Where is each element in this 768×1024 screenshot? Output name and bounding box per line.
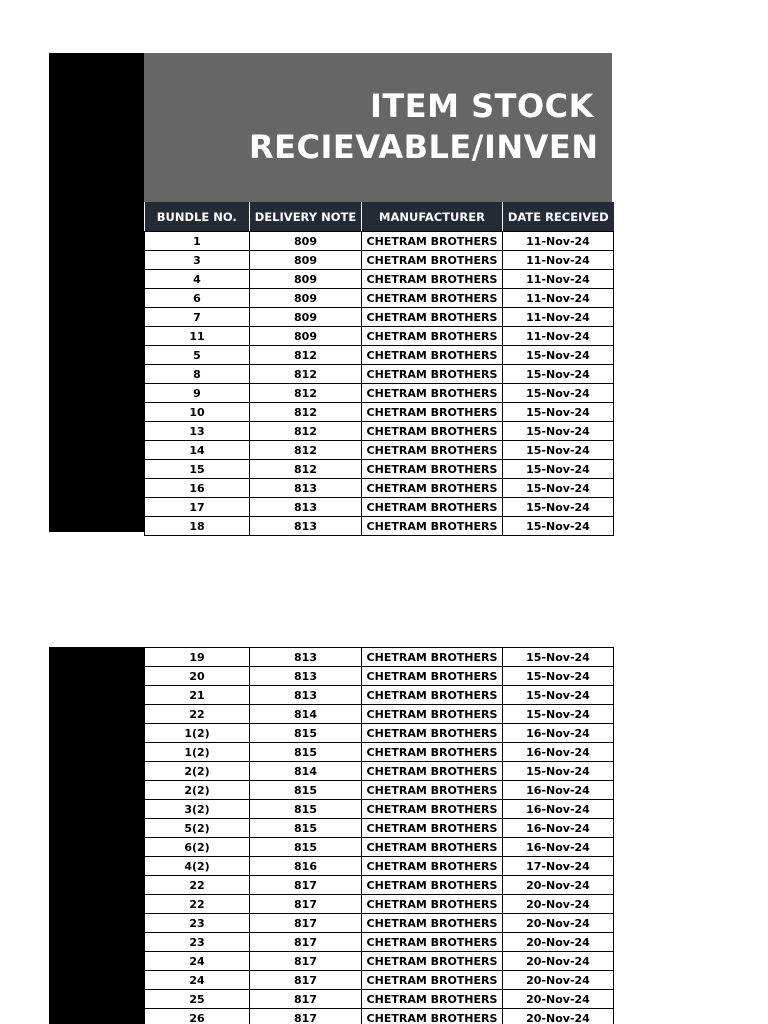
table-row (145, 762, 614, 781)
date-received-cell[interactable]: 11-Nov-24 (503, 327, 614, 346)
manufacturer-cell[interactable]: CHETRAM BROTHERS (362, 952, 503, 971)
date-received-cell[interactable]: 15-Nov-24 (503, 346, 614, 365)
delivery-note-cell[interactable]: 817 (250, 1009, 362, 1024)
bundle-no-cell[interactable]: 10 (145, 403, 250, 422)
table-row (145, 648, 614, 667)
manufacturer-cell[interactable]: CHETRAM BROTHERS (362, 857, 503, 876)
table-row (145, 441, 614, 460)
manufacturer-cell[interactable]: CHETRAM BROTHERS (362, 346, 503, 365)
column-header-manufacturer[interactable]: MANUFACTURER (362, 202, 503, 232)
table-row (145, 289, 614, 308)
table-row (145, 971, 614, 990)
delivery-note-cell[interactable]: 817 (250, 933, 362, 952)
table-row (145, 308, 614, 327)
bundle-no-cell[interactable]: 19 (145, 648, 250, 667)
bundle-no-cell[interactable]: 6 (145, 289, 250, 308)
manufacturer-cell[interactable]: CHETRAM BROTHERS (362, 971, 503, 990)
table-row (145, 933, 614, 952)
delivery-note-cell[interactable]: 815 (250, 781, 362, 800)
table-row (145, 327, 614, 346)
bundle-no-cell[interactable]: 24 (145, 971, 250, 990)
date-received-cell[interactable]: 11-Nov-24 (503, 308, 614, 327)
manufacturer-cell[interactable]: CHETRAM BROTHERS (362, 781, 503, 800)
bundle-no-cell[interactable]: 22 (145, 705, 250, 724)
date-received-cell[interactable]: 20-Nov-24 (503, 876, 614, 895)
table-row (145, 876, 614, 895)
table-row (145, 686, 614, 705)
delivery-note-cell[interactable]: 815 (250, 819, 362, 838)
manufacturer-cell[interactable]: CHETRAM BROTHERS (362, 251, 503, 270)
date-received-cell[interactable]: 15-Nov-24 (503, 460, 614, 479)
delivery-note-cell[interactable]: 817 (250, 990, 362, 1009)
date-received-cell[interactable]: 15-Nov-24 (503, 384, 614, 403)
table-row (145, 667, 614, 686)
manufacturer-cell[interactable]: CHETRAM BROTHERS (362, 819, 503, 838)
delivery-note-cell[interactable]: 812 (250, 384, 362, 403)
date-received-cell[interactable]: 16-Nov-24 (503, 838, 614, 857)
manufacturer-cell[interactable]: CHETRAM BROTHERS (362, 838, 503, 857)
date-received-cell[interactable]: 15-Nov-24 (503, 403, 614, 422)
delivery-note-cell[interactable]: 809 (250, 308, 362, 327)
date-received-cell[interactable]: 11-Nov-24 (503, 289, 614, 308)
date-received-cell[interactable]: 15-Nov-24 (503, 498, 614, 517)
date-received-cell[interactable]: 15-Nov-24 (503, 441, 614, 460)
bundle-no-cell[interactable]: 22 (145, 895, 250, 914)
delivery-note-cell[interactable]: 812 (250, 422, 362, 441)
delivery-note-cell[interactable]: 809 (250, 289, 362, 308)
bundle-no-cell[interactable]: 15 (145, 460, 250, 479)
table-row (145, 800, 614, 819)
table-row (145, 952, 614, 971)
manufacturer-cell[interactable]: CHETRAM BROTHERS (362, 705, 503, 724)
delivery-note-cell[interactable]: 815 (250, 838, 362, 857)
manufacturer-cell[interactable]: CHETRAM BROTHERS (362, 384, 503, 403)
date-received-cell[interactable]: 20-Nov-24 (503, 952, 614, 971)
bundle-no-cell[interactable]: 23 (145, 933, 250, 952)
manufacturer-cell[interactable]: CHETRAM BROTHERS (362, 990, 503, 1009)
table-row (145, 403, 614, 422)
table-row (145, 460, 614, 479)
manufacturer-cell[interactable]: CHETRAM BROTHERS (362, 667, 503, 686)
manufacturer-cell[interactable]: CHETRAM BROTHERS (362, 724, 503, 743)
manufacturer-cell[interactable]: CHETRAM BROTHERS (362, 498, 503, 517)
date-received-cell[interactable]: 20-Nov-24 (503, 914, 614, 933)
bundle-no-cell[interactable]: 4 (145, 270, 250, 289)
date-received-cell[interactable]: 15-Nov-24 (503, 667, 614, 686)
bundle-no-cell[interactable]: 6(2) (145, 838, 250, 857)
delivery-note-cell[interactable]: 812 (250, 441, 362, 460)
manufacturer-cell[interactable]: CHETRAM BROTHERS (362, 1009, 503, 1024)
column-header-bundle-no[interactable]: BUNDLE NO. (145, 202, 250, 232)
table-row (145, 251, 614, 270)
bundle-no-cell[interactable]: 11 (145, 327, 250, 346)
column-header-delivery-note[interactable]: DELIVERY NOTE (250, 202, 362, 232)
bundle-no-cell[interactable]: 24 (145, 952, 250, 971)
manufacturer-cell[interactable]: CHETRAM BROTHERS (362, 517, 503, 536)
header-row (145, 202, 614, 232)
delivery-note-cell[interactable]: 809 (250, 270, 362, 289)
delivery-note-cell[interactable]: 813 (250, 479, 362, 498)
manufacturer-cell[interactable]: CHETRAM BROTHERS (362, 232, 503, 251)
manufacturer-cell[interactable]: CHETRAM BROTHERS (362, 895, 503, 914)
delivery-note-cell[interactable]: 817 (250, 971, 362, 990)
table-row (145, 743, 614, 762)
date-received-cell[interactable]: 15-Nov-24 (503, 648, 614, 667)
manufacturer-cell[interactable]: CHETRAM BROTHERS (362, 460, 503, 479)
manufacturer-cell[interactable]: CHETRAM BROTHERS (362, 743, 503, 762)
delivery-note-cell[interactable]: 816 (250, 857, 362, 876)
bundle-no-cell[interactable]: 8 (145, 365, 250, 384)
delivery-note-cell[interactable]: 809 (250, 327, 362, 346)
bundle-no-cell[interactable]: 4(2) (145, 857, 250, 876)
manufacturer-cell[interactable]: CHETRAM BROTHERS (362, 289, 503, 308)
manufacturer-cell[interactable]: CHETRAM BROTHERS (362, 762, 503, 781)
table-row (145, 1009, 614, 1024)
delivery-note-cell[interactable]: 815 (250, 743, 362, 762)
left-black-column-top (49, 53, 144, 532)
date-received-cell[interactable]: 11-Nov-24 (503, 251, 614, 270)
manufacturer-cell[interactable]: CHETRAM BROTHERS (362, 479, 503, 498)
bundle-no-cell[interactable]: 23 (145, 914, 250, 933)
manufacturer-cell[interactable]: CHETRAM BROTHERS (362, 403, 503, 422)
delivery-note-cell[interactable]: 817 (250, 914, 362, 933)
manufacturer-cell[interactable]: CHETRAM BROTHERS (362, 933, 503, 952)
date-received-cell[interactable]: 20-Nov-24 (503, 990, 614, 1009)
table-row (145, 498, 614, 517)
bundle-no-cell[interactable]: 9 (145, 384, 250, 403)
delivery-note-cell[interactable]: 814 (250, 762, 362, 781)
table-row (145, 895, 614, 914)
stock-table-bottom (144, 647, 614, 1024)
table-row (145, 838, 614, 857)
title-line-2: RECIEVABLE/INVEN (249, 128, 599, 166)
bundle-no-cell[interactable]: 26 (145, 1009, 250, 1024)
date-received-cell[interactable]: 20-Nov-24 (503, 933, 614, 952)
table-row (145, 819, 614, 838)
table-row (145, 781, 614, 800)
table-row (145, 270, 614, 289)
bundle-no-cell[interactable]: 14 (145, 441, 250, 460)
delivery-note-cell[interactable]: 817 (250, 876, 362, 895)
delivery-note-cell[interactable]: 812 (250, 365, 362, 384)
delivery-note-cell[interactable]: 813 (250, 517, 362, 536)
date-received-cell[interactable]: 15-Nov-24 (503, 365, 614, 384)
delivery-note-cell[interactable]: 812 (250, 346, 362, 365)
bundle-no-cell[interactable]: 18 (145, 517, 250, 536)
bundle-no-cell[interactable]: 2(2) (145, 762, 250, 781)
manufacturer-cell[interactable]: CHETRAM BROTHERS (362, 365, 503, 384)
bundle-no-cell[interactable]: 13 (145, 422, 250, 441)
table-row (145, 517, 614, 536)
table-row (145, 346, 614, 365)
delivery-note-cell[interactable]: 815 (250, 724, 362, 743)
bundle-no-cell[interactable]: 5(2) (145, 819, 250, 838)
date-received-cell[interactable]: 15-Nov-24 (503, 705, 614, 724)
stock-table-top (144, 202, 614, 536)
delivery-note-cell[interactable]: 817 (250, 952, 362, 971)
date-received-cell[interactable]: 15-Nov-24 (503, 517, 614, 536)
date-received-cell[interactable]: 15-Nov-24 (503, 479, 614, 498)
date-received-cell[interactable]: 20-Nov-24 (503, 895, 614, 914)
table-row (145, 422, 614, 441)
bundle-no-cell[interactable]: 20 (145, 667, 250, 686)
manufacturer-cell[interactable]: CHETRAM BROTHERS (362, 686, 503, 705)
bundle-no-cell[interactable]: 5 (145, 346, 250, 365)
table-row (145, 365, 614, 384)
manufacturer-cell[interactable]: CHETRAM BROTHERS (362, 422, 503, 441)
bundle-no-cell[interactable]: 16 (145, 479, 250, 498)
title-line-1: ITEM STOCK (370, 87, 594, 125)
table-row (145, 384, 614, 403)
delivery-note-cell[interactable]: 813 (250, 667, 362, 686)
table-row (145, 857, 614, 876)
manufacturer-cell[interactable]: CHETRAM BROTHERS (362, 308, 503, 327)
table-row (145, 705, 614, 724)
table-row (145, 479, 614, 498)
date-received-cell[interactable]: 15-Nov-24 (503, 762, 614, 781)
delivery-note-cell[interactable]: 817 (250, 895, 362, 914)
bundle-no-cell[interactable]: 25 (145, 990, 250, 1009)
date-received-cell[interactable]: 16-Nov-24 (503, 724, 614, 743)
column-header-date-received[interactable]: DATE RECEIVED (503, 202, 614, 232)
table-row (145, 724, 614, 743)
title-banner (144, 53, 612, 202)
bundle-no-cell[interactable]: 3 (145, 251, 250, 270)
bundle-no-cell[interactable]: 21 (145, 686, 250, 705)
delivery-note-cell[interactable]: 809 (250, 251, 362, 270)
delivery-note-cell[interactable]: 815 (250, 800, 362, 819)
date-received-cell[interactable]: 11-Nov-24 (503, 232, 614, 251)
date-received-cell[interactable]: 16-Nov-24 (503, 743, 614, 762)
date-received-cell[interactable]: 16-Nov-24 (503, 819, 614, 838)
left-black-column-bottom (49, 647, 144, 1024)
table-row (145, 990, 614, 1009)
bundle-no-cell[interactable]: 22 (145, 876, 250, 895)
delivery-note-cell[interactable]: 809 (250, 232, 362, 251)
bundle-no-cell[interactable]: 1(2) (145, 724, 250, 743)
table-row (145, 914, 614, 933)
table-row (145, 232, 614, 251)
date-received-cell[interactable]: 16-Nov-24 (503, 781, 614, 800)
manufacturer-cell[interactable]: CHETRAM BROTHERS (362, 914, 503, 933)
bundle-no-cell[interactable]: 1(2) (145, 743, 250, 762)
manufacturer-cell[interactable]: CHETRAM BROTHERS (362, 800, 503, 819)
date-received-cell[interactable]: 16-Nov-24 (503, 800, 614, 819)
delivery-note-cell[interactable]: 813 (250, 648, 362, 667)
bundle-no-cell[interactable]: 7 (145, 308, 250, 327)
date-received-cell[interactable]: 20-Nov-24 (503, 971, 614, 990)
bundle-no-cell[interactable]: 3(2) (145, 800, 250, 819)
manufacturer-cell[interactable]: CHETRAM BROTHERS (362, 876, 503, 895)
delivery-note-cell[interactable]: 812 (250, 460, 362, 479)
bundle-no-cell[interactable]: 2(2) (145, 781, 250, 800)
manufacturer-cell[interactable]: CHETRAM BROTHERS (362, 648, 503, 667)
date-received-cell[interactable]: 11-Nov-24 (503, 270, 614, 289)
bundle-no-cell[interactable]: 17 (145, 498, 250, 517)
delivery-note-cell[interactable]: 812 (250, 403, 362, 422)
manufacturer-cell[interactable]: CHETRAM BROTHERS (362, 270, 503, 289)
date-received-cell[interactable]: 15-Nov-24 (503, 422, 614, 441)
bundle-no-cell[interactable]: 1 (145, 232, 250, 251)
date-received-cell[interactable]: 17-Nov-24 (503, 857, 614, 876)
delivery-note-cell[interactable]: 813 (250, 498, 362, 517)
delivery-note-cell[interactable]: 814 (250, 705, 362, 724)
delivery-note-cell[interactable]: 813 (250, 686, 362, 705)
date-received-cell[interactable]: 20-Nov-24 (503, 1009, 614, 1024)
manufacturer-cell[interactable]: CHETRAM BROTHERS (362, 441, 503, 460)
manufacturer-cell[interactable]: CHETRAM BROTHERS (362, 327, 503, 346)
date-received-cell[interactable]: 15-Nov-24 (503, 686, 614, 705)
